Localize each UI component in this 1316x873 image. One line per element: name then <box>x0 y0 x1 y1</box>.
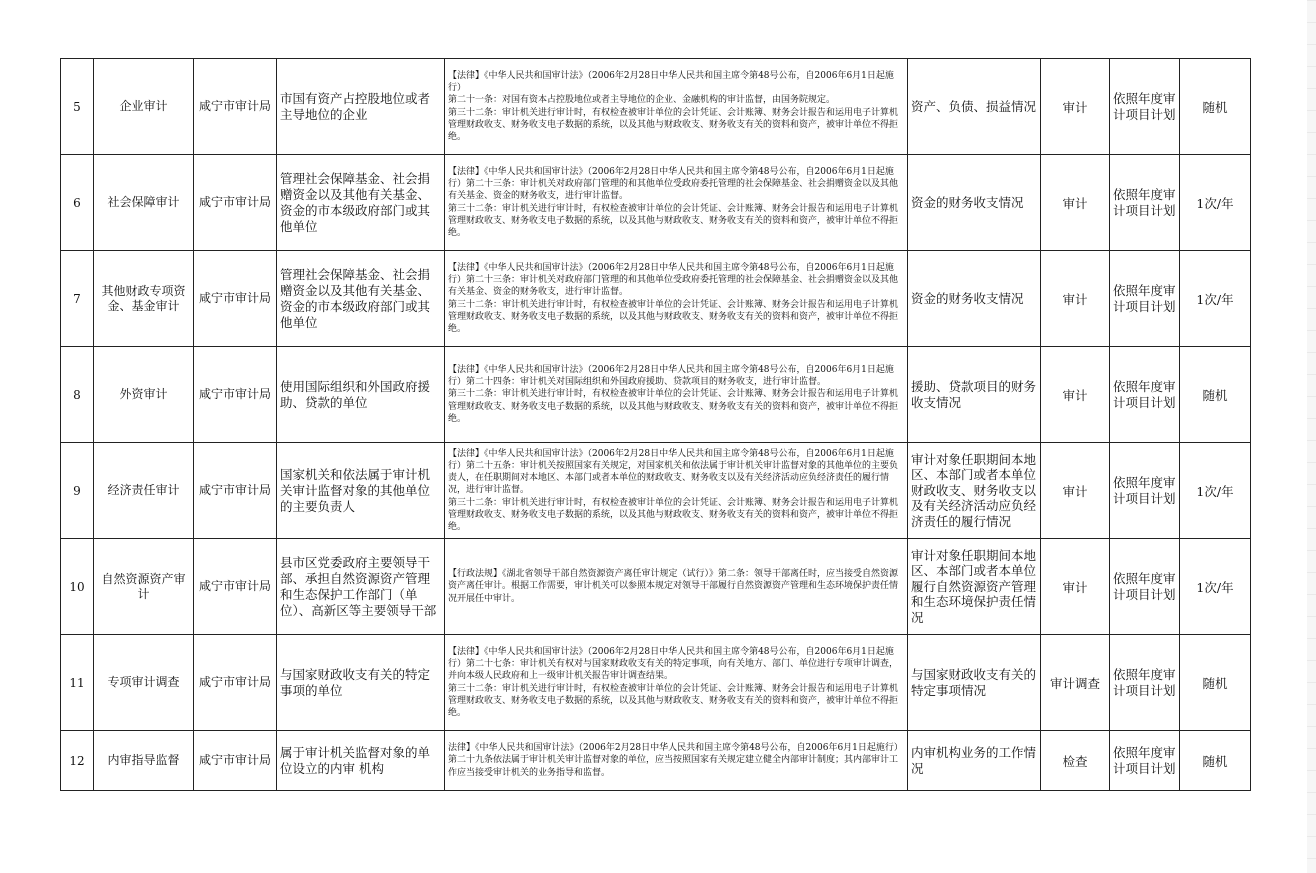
audit-type: 其他财政专项资金、基金审计 <box>94 251 194 347</box>
audit-type: 社会保障审计 <box>94 155 194 251</box>
audit-object: 国家机关和依法属于审计机关审计监督对象的其他单位的主要负责人 <box>277 443 445 539</box>
audit-content: 审计对象任职期间本地区、本部门或者本单位履行自然资源资产管理和生态环境保护责任情况 <box>908 539 1041 635</box>
frequency-basis: 依照年度审计项目计划 <box>1110 539 1180 635</box>
table-row <box>61 731 1251 791</box>
audit-content: 与国家财政收支有关的特定事项情况 <box>908 635 1041 731</box>
table-row <box>61 635 1251 731</box>
table-row <box>61 347 1251 443</box>
table-row <box>61 59 1251 155</box>
sampling-ratio: 1次/年 <box>1180 539 1251 635</box>
audit-body: 咸宁市审计局 <box>194 443 277 539</box>
audit-type: 专项审计调查 <box>94 635 194 731</box>
legal-basis-law: 【法律】《中华人民共和国审计法》（2006年2月28日中华人民共和国主席令第48号公布，自2006年6月1日起施行）第二十三条：审计机关对政府部门管理的和其他单位受政府委托管理的社会保障基金、社会捐赠资金以及其他有关基金、资金的财务收支，进行审计监督。 <box>448 262 899 298</box>
legal-basis-law: 【法律】《中华人民共和国审计法》（2006年2月28日中华人民共和国主席令第48号公布，自2006年6月1日起施行）第二十五条：审计机关按照国家有关规定，对国家机关和依法属于审计机关审计监督对象的其他单位的主要负责人，在任职期间对本地区、本部门或者本单位的财政收支、财务收支以及有关经济活动应负经济责任的履行情况，进行审计监督。 <box>448 448 899 496</box>
audit-content: 审计对象任职期间本地区、本部门或者本单位财政收支、财务收支以及有关经济活动应负经济责任的履行情况 <box>908 443 1041 539</box>
item-number: 7 <box>61 251 94 347</box>
audit-method: 审计 <box>1041 155 1110 251</box>
audit-object: 县市区党委政府主要领导干部、承担自然资源资产管理和生态保护工作部门（单位）、高新区等主要领导干部 <box>277 539 445 635</box>
table-row <box>61 443 1251 539</box>
audit-body: 咸宁市审计局 <box>194 155 277 251</box>
legal-basis-article-32: 第三十二条：审计机关进行审计时，有权检查被审计单位的会计凭证、会计账簿、财务会计报告和运用电子计算机管理财政收支、财务收支电子数据的系统，以及其他与财政收支、财务收支有关的资料和资产，被审计单位不得拒绝。 <box>448 203 899 238</box>
item-number: 6 <box>61 155 94 251</box>
legal-basis-article-32: 第三十二条：审计机关进行审计时，有权检查被审计单位的会计凭证、会计账簿、财务会计报告和运用电子计算机管理财政收支、财务收支电子数据的系统，以及其他与财政收支、财务收支有关的资料和资产，被审计单位不得拒绝。 <box>448 683 899 718</box>
sampling-ratio: 随机 <box>1180 59 1251 155</box>
frequency-basis: 依照年度审计项目计划 <box>1110 59 1180 155</box>
audit-content: 资金的财务收支情况 <box>908 251 1041 347</box>
audit-body: 咸宁市审计局 <box>194 251 277 347</box>
legal-basis <box>445 59 908 155</box>
audit-body: 咸宁市审计局 <box>194 731 277 791</box>
legal-basis-article-32: 第三十二条：审计机关进行审计时，有权检查被审计单位的会计凭证、会计账簿、财务会计报告和运用电子计算机管理财政收支、财务收支电子数据的系统，以及其他与财政收支、财务收支有关的资料和资产，被审计单位不得拒绝。 <box>448 107 899 142</box>
legal-basis-article-32: 第三十二条：审计机关进行审计时，有权检查被审计单位的会计凭证、会计账簿、财务会计报告和运用电子计算机管理财政收支、财务收支电子数据的系统，以及其他与财政收支、财务收支有关的资料和资产，被审计单位不得拒绝。 <box>448 497 899 532</box>
sampling-ratio: 1次/年 <box>1180 155 1251 251</box>
table-row <box>61 251 1251 347</box>
item-number: 5 <box>61 59 94 155</box>
item-number: 11 <box>61 635 94 731</box>
legal-basis <box>445 155 908 251</box>
legal-basis <box>445 635 908 731</box>
frequency-basis: 依照年度审计项目计划 <box>1110 731 1180 791</box>
audit-method: 审计 <box>1041 443 1110 539</box>
item-number: 10 <box>61 539 94 635</box>
legal-basis-law: 【行政法规】《湖北省领导干部自然资源资产离任审计规定（试行）》第二条：领导干部离任时，应当接受自然资源资产离任审计。根据工作需要，审计机关可以参照本规定对领导干部履行自然资源资产管理和生态环境保护责任情况开展任中审计。 <box>448 569 899 604</box>
audit-body: 咸宁市审计局 <box>194 347 277 443</box>
item-number: 12 <box>61 731 94 791</box>
legal-basis-law: 【法律】《中华人民共和国审计法》（2006年2月28日中华人民共和国主席令第48号公布，自2006年6月1日起施行） <box>448 70 894 94</box>
legal-basis-law: 法律】《中华人民共和国审计法》（2006年2月28日中华人民共和国主席令第48号公布，自2006年6月1日起施行）第二十九条依法属于审计机关审计监督对象的单位，应当按照国家有关规定建立健全内部审计制度；其内部审计工作应当接受审计机关的业务指导和监督。 <box>448 743 903 778</box>
audit-body: 咸宁市审计局 <box>194 59 277 155</box>
audit-body: 咸宁市审计局 <box>194 539 277 635</box>
audit-object: 属于审计机关监督对象的单位设立的内审 机构 <box>277 731 445 791</box>
audit-type: 经济责任审计 <box>94 443 194 539</box>
item-number: 8 <box>61 347 94 443</box>
legal-basis-law: 【法律】《中华人民共和国审计法》（2006年2月28日中华人民共和国主席令第48号公布，自2006年6月1日起施行）第二十七条：审计机关有权对与国家财政收支有关的特定事项，向有关地方、部门、单位进行专项审计调查，并向本级人民政府和上一级审计机关报告审计调查结果。 <box>448 646 899 682</box>
audit-content: 内审机构业务的工作情况 <box>908 731 1041 791</box>
audit-method: 审计 <box>1041 251 1110 347</box>
audit-type: 外资审计 <box>94 347 194 443</box>
audit-object: 使用国际组织和外国政府援助、贷款的单位 <box>277 347 445 443</box>
frequency-basis: 依照年度审计项目计划 <box>1110 443 1180 539</box>
sampling-ratio: 1次/年 <box>1180 443 1251 539</box>
audit-content: 援助、贷款项目的财务收支情况 <box>908 347 1041 443</box>
audit-content: 资金的财务收支情况 <box>908 155 1041 251</box>
legal-basis-article-32: 第三十二条：审计机关进行审计时，有权检查被审计单位的会计凭证、会计账簿、财务会计报告和运用电子计算机管理财政收支、财务收支电子数据的系统，以及其他与财政收支、财务收支有关的资料和资产，被审计单位不得拒绝。 <box>448 389 899 424</box>
audit-method: 审计 <box>1041 347 1110 443</box>
audit-type: 企业审计 <box>94 59 194 155</box>
table-row <box>61 155 1251 251</box>
audit-method: 审计 <box>1041 59 1110 155</box>
legal-basis <box>445 731 908 791</box>
sampling-ratio: 随机 <box>1180 635 1251 731</box>
frequency-basis: 依照年度审计项目计划 <box>1110 251 1180 347</box>
frequency-basis: 依照年度审计项目计划 <box>1110 635 1180 731</box>
sampling-ratio: 随机 <box>1180 347 1251 443</box>
item-number: 9 <box>61 443 94 539</box>
sampling-ratio: 随机 <box>1180 731 1251 791</box>
audit-type: 内审指导监督 <box>94 731 194 791</box>
legal-basis <box>445 539 908 635</box>
audit-method: 审计调查 <box>1041 635 1110 731</box>
legal-basis <box>445 443 908 539</box>
audit-object: 市国有资产占控股地位或者主导地位的企业 <box>277 59 445 155</box>
legal-basis-article: 第二十一条：对国有资本占控股地位或者主导地位的企业、金融机构的审计监督，由国务院规定。 <box>448 95 836 106</box>
legal-basis-law: 【法律】《中华人民共和国审计法》（2006年2月28日中华人民共和国主席令第48号公布，自2006年6月1日起施行）第二十三条：审计机关对政府部门管理的和其他单位受政府委托管理的社会保障基金、社会捐赠资金以及其他有关基金、资金的财务收支，进行审计监督。 <box>448 166 899 202</box>
sampling-ratio: 1次/年 <box>1180 251 1251 347</box>
audit-object: 与国家财政收支有关的特定事项的单位 <box>277 635 445 731</box>
audit-content: 资产、负债、损益情况 <box>908 59 1041 155</box>
legal-basis-article-32: 第三十二条：审计机关进行审计时，有权检查被审计单位的会计凭证、会计账簿、财务会计报告和运用电子计算机管理财政收支、财务收支电子数据的系统，以及其他与财政收支、财务收支有关的资料和资产，被审计单位不得拒绝。 <box>448 299 899 334</box>
frequency-basis: 依照年度审计项目计划 <box>1110 155 1180 251</box>
frequency-basis: 依照年度审计项目计划 <box>1110 347 1180 443</box>
audit-items-table <box>60 58 1251 791</box>
audit-method: 审计 <box>1041 539 1110 635</box>
audit-body: 咸宁市审计局 <box>194 635 277 731</box>
legal-basis <box>445 251 908 347</box>
legal-basis <box>445 347 908 443</box>
table-row <box>61 539 1251 635</box>
legal-basis-law: 【法律】《中华人民共和国审计法》（2006年2月28日中华人民共和国主席令第48号公布，自2006年6月1日起施行）第二十四条：审计机关对国际组织和外国政府援助、贷款项目的财务收支，进行审计监督。 <box>448 364 894 388</box>
audit-type: 自然资源资产审计 <box>94 539 194 635</box>
audit-object: 管理社会保障基金、社会捐赠资金以及其他有关基金、资金的市本级政府部门或其他单位 <box>277 155 445 251</box>
audit-object: 管理社会保障基金、社会捐赠资金以及其他有关基金、资金的市本级政府部门或其他单位 <box>277 251 445 347</box>
audit-method: 检查 <box>1041 731 1110 791</box>
page-edge-shadow <box>1307 0 1316 873</box>
